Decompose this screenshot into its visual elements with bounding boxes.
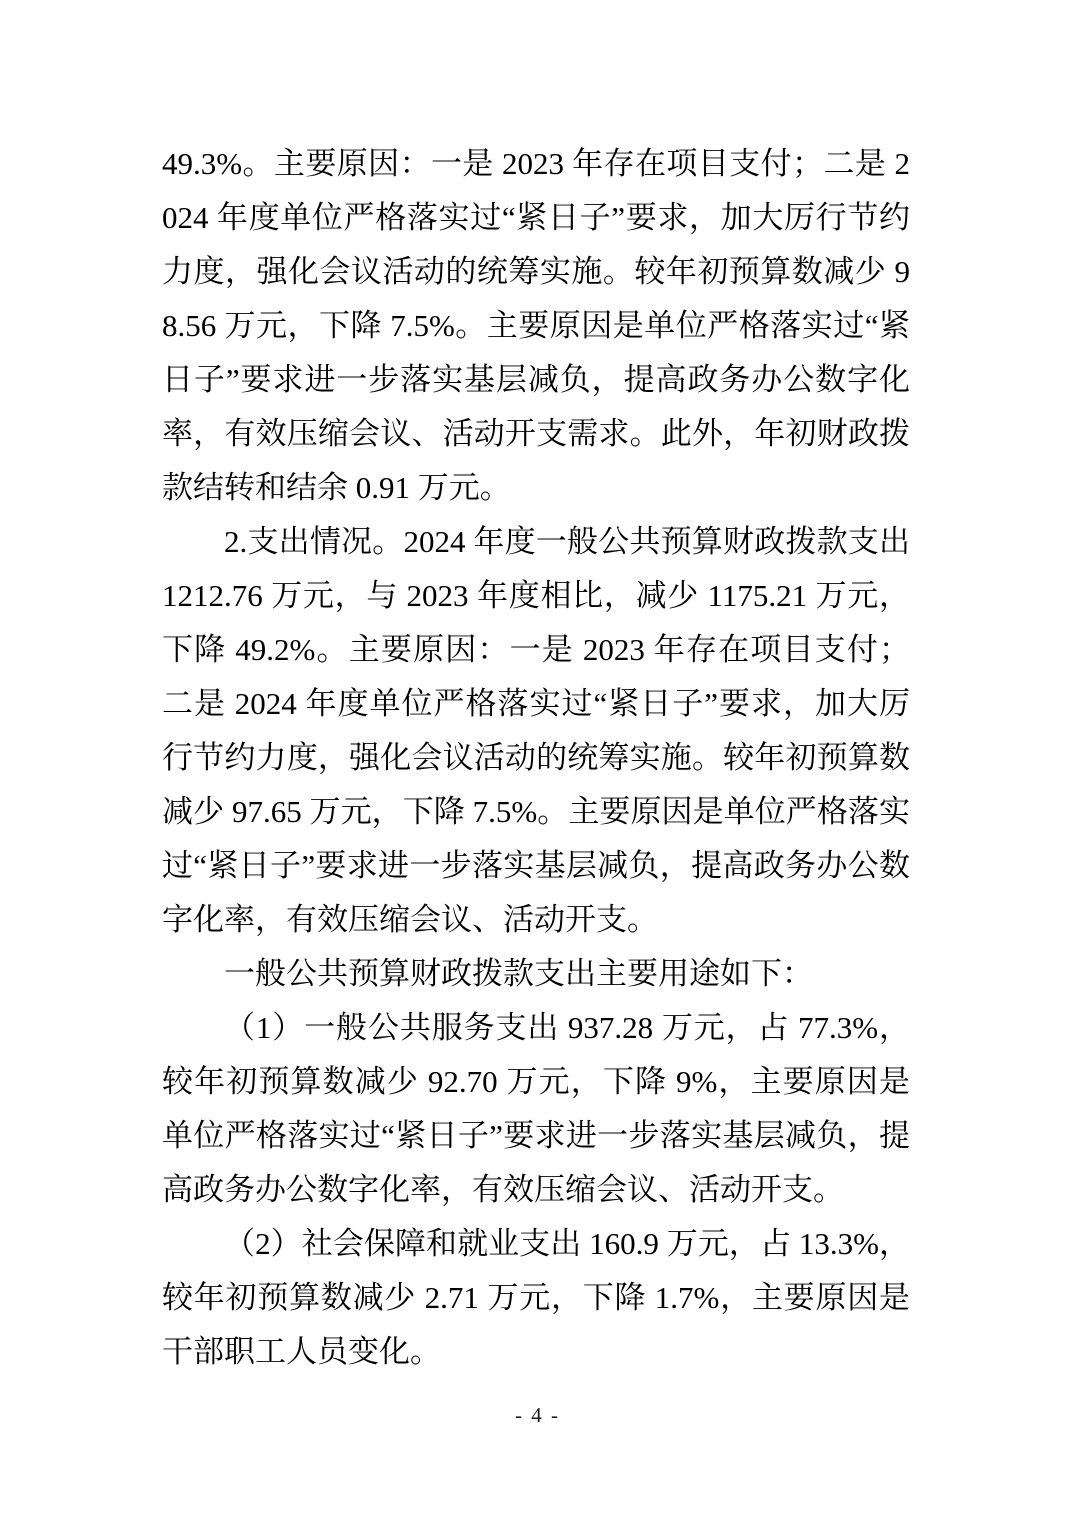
- document-body: [162, 137, 910, 1379]
- paragraph-item-2-social-security-employment: （2）社会保障和就业支出 160.9 万元，占 13.3%，较年初预算数减少 2.71 万元，下降 1.7%，主要原因是干部职工人员变化。: [162, 1226, 910, 1369]
- paragraph-funding-balance-continued: 49.3%。主要原因：一是 2023 年存在项目支付；二是 2024 年度单位严格落实过“紧日子”要求，加大厉行节约力度，强化会议活动的统筹实施。较年初预算数减少 98.56 万元，下降 7.5%。主要原因是单位严格落实过“紧日子”要求进一步落实基层减负，提高政务办公数字化率，有效压缩会议、活动开支需求。此外，年初财政拨款结转和结余 0.91 万元。: [162, 146, 910, 505]
- page-number: - 4 -: [515, 1403, 560, 1427]
- paragraph-usage-intro: 一般公共预算财政拨款支出主要用途如下：: [224, 956, 813, 991]
- paragraph-item-1-general-public-services: （1）一般公共服务支出 937.28 万元，占 77.3%，较年初预算数减少 92.70 万元，下降 9%，主要原因是单位严格落实过“紧日子”要求进一步落实基层减负，提高政务办公数字化率，有效压缩会议、活动开支。: [162, 1010, 910, 1207]
- paragraph-expenditure-situation: 2.支出情况。2024 年度一般公共预算财政拨款支出 1212.76 万元，与 2023 年度相比，减少 1175.21 万元，下降 49.2%。主要原因：一是 2023 年存在项目支付；二是 2024 年度单位严格落实过“紧日子”要求，加大厉行节约力度，强化会议活动的统筹实施。较年初预算数减少 97.65 万元，下降 7.5%。主要原因是单位严格落实过“紧日子”要求进一步落实基层减负，提高政务办公数字化率，有效压缩会议、活动开支。: [162, 524, 910, 937]
